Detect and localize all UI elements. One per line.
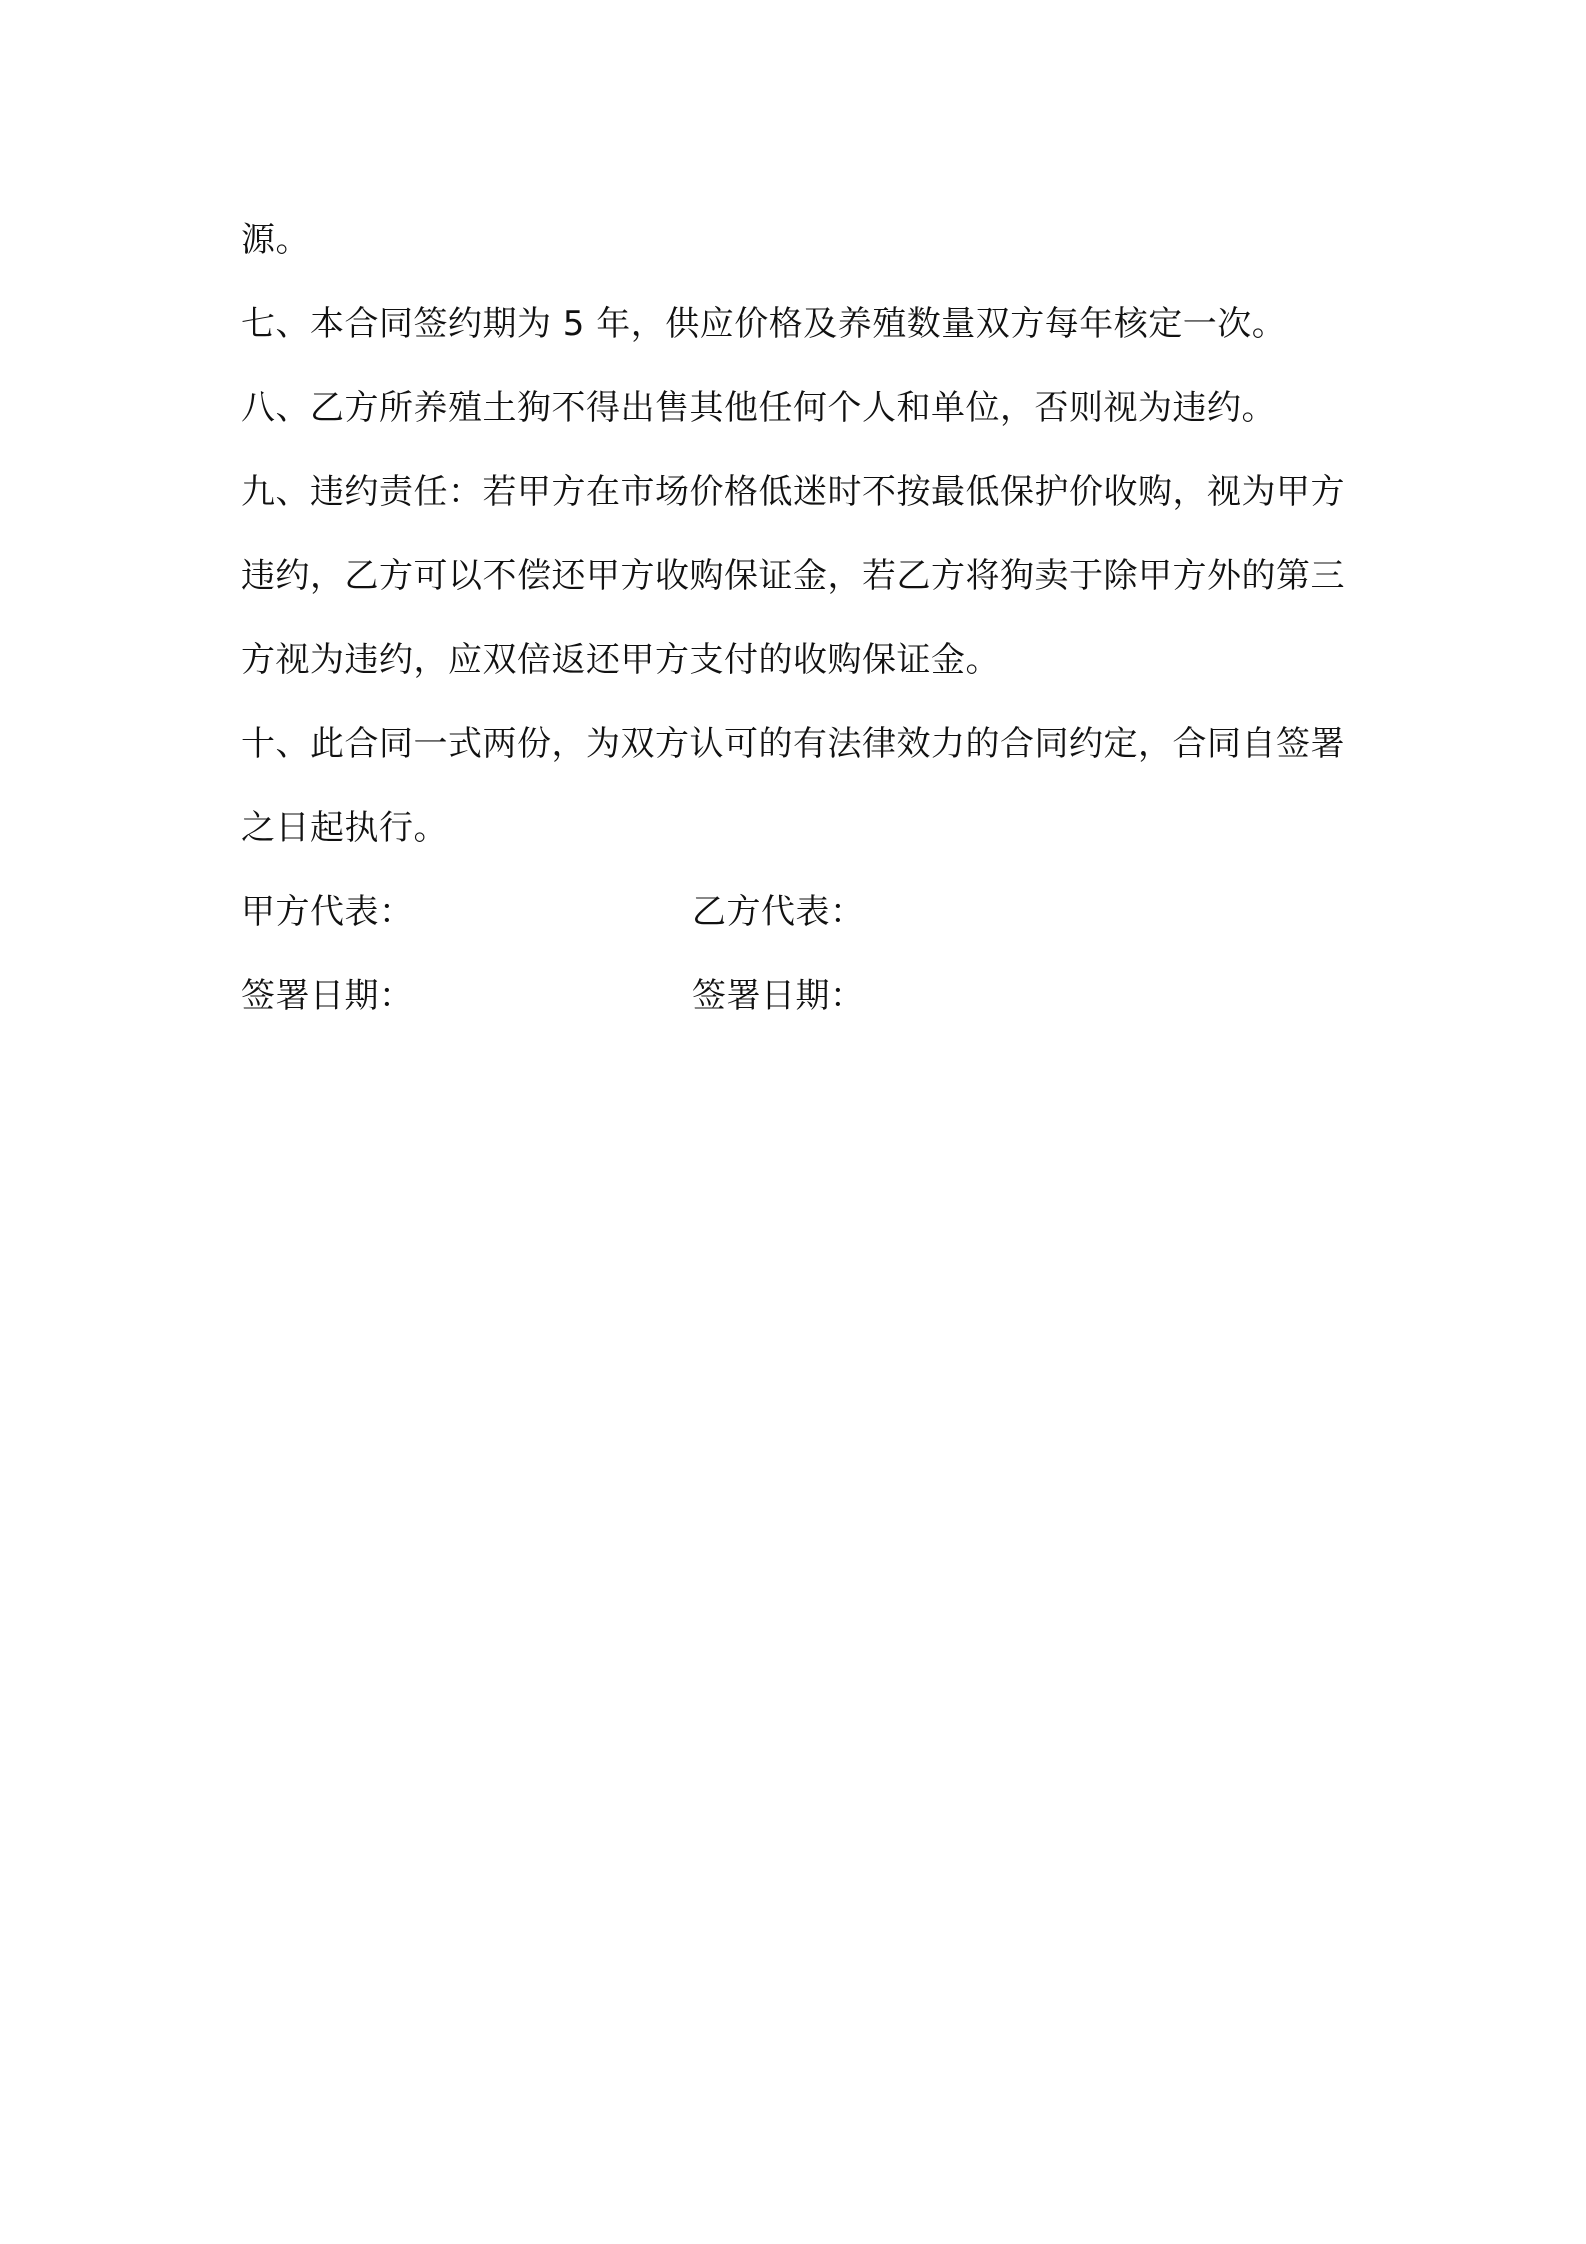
clause-eight: 八、乙方所养殖土狗不得出售其他任何个人和单位，否则视为违约。 (241, 388, 1276, 428)
contract-body (241, 198, 1351, 1038)
party-b-rep-label: 乙方代表： (692, 892, 865, 932)
clause-ten: 十、此合同一式两份，为双方认可的有法律效力的合同约定，合同自签署之日起执行。 (241, 724, 1345, 848)
party-a-rep-label: 甲方代表： (241, 892, 414, 932)
party-a-date-label: 签署日期： (241, 976, 414, 1016)
party-b-date-label: 签署日期： (692, 976, 865, 1016)
signature-date-row (241, 954, 1351, 1038)
signature-rep-row (241, 870, 1351, 954)
clause-nine: 九、违约责任：若甲方在市场价格低迷时不按最低保护价收购，视为甲方违约，乙方可以不偿还甲方收购保证金，若乙方将狗卖于除甲方外的第三方视为违约，应双倍返还甲方支付的收购保证金。 (241, 472, 1345, 680)
clause-seven: 七、本合同签约期为 5 年，供应价格及养殖数量双方每年核定一次。 (241, 304, 1287, 344)
paragraph-continuation: 源。 (241, 220, 310, 260)
